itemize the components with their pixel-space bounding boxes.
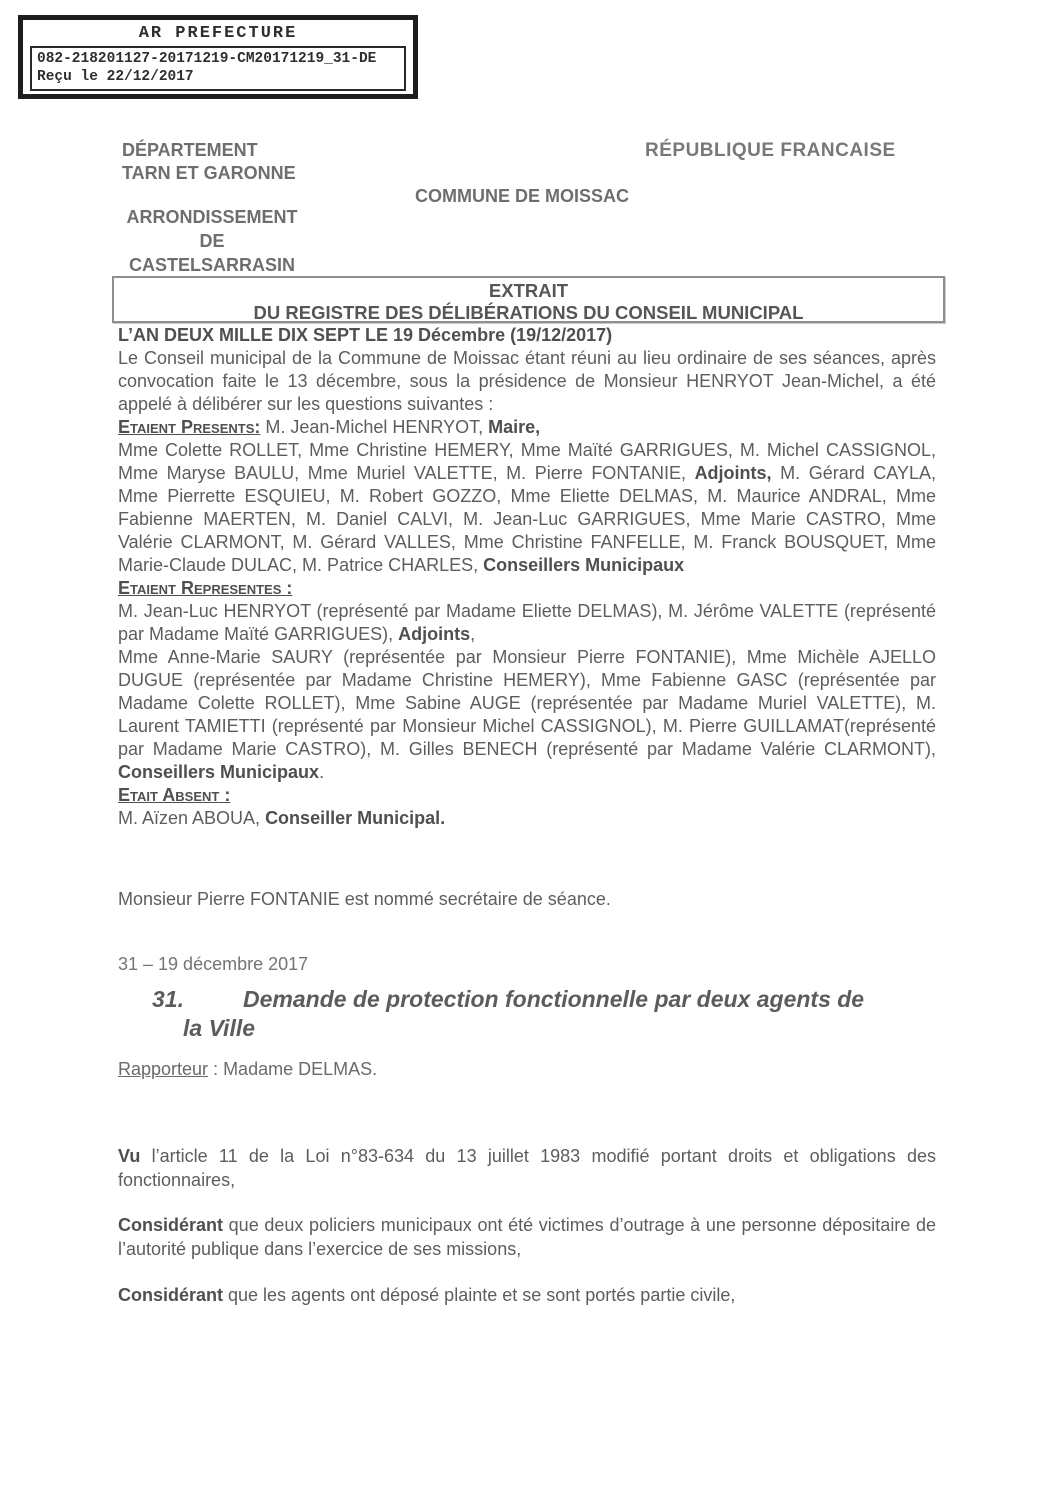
ar-stamp-title: AR PREFECTURE [138,24,298,43]
present-label [118,417,260,437]
absent-line [118,807,936,830]
extrait-box [112,276,945,323]
department-label [122,139,296,185]
considerant-2-text: que les agents ont déposé plainte et se sont portés partie civile, [223,1285,736,1305]
department-line1: DÉPARTEMENT [122,140,258,160]
vu-text: l’article 11 de la Loi n°83-634 du 13 juillet 1983 modifié portant droits et obligations des fonctionnaires, [118,1146,936,1190]
session-intro: Le Conseil municipal de la Commune de Moissac étant réuni au lieu ordinaire de ses séances, après convocation faite le 13 décembre, sous la présidence de Monsieur HENRYOT Jean-Michel, a été appelé à délibérer sur les questions suivantes : [118,348,936,414]
vu-keyword: Vu [118,1146,141,1166]
ar-stamp-reference: 082-218201127-20171219-CM20171219_31-DE [37,51,377,67]
session-date-text: L’AN DEUX MILLE DIX SEPT LE 19 Décembre (19/12/2017) [118,325,613,345]
present-header-line [118,416,936,439]
arrondissement-line2: DE [199,231,225,251]
considerant-1-paragraph [118,1213,936,1261]
absent-header-line [118,784,936,807]
ar-stamp-inner-box [30,46,406,91]
present-names-part1: Mme Colette ROLLET, Mme Christine HEMERY, Mme Maïté GARRIGUES, M. Michel CASSIGNOL, Mme Maryse BAULU, Mme Muriel VALETTE, M. Pierre FONTANIE, [118,440,936,483]
represented-label-colon: : [281,578,293,598]
extrait-title: EXTRAIT [488,280,569,301]
represented-adjoints-end: , [470,624,476,644]
session-body [118,324,936,830]
arrondissement-label [122,205,302,277]
represented-councillors-role: Conseillers Municipaux [118,762,320,782]
represented-adjoints-names: M. Jean-Luc HENRYOT (représenté par Madame Eliette DELMAS), M. Jérôme VALETTE (représenté par Madame Maïté GARRIGUES), [118,601,936,644]
present-label-text: Etaient Presents [118,417,255,437]
arrondissement-line3: CASTELSARRASIN [128,255,295,275]
secretary-line: Monsieur Pierre FONTANIE est nommé secrétaire de séance. [118,889,611,909]
deliberation-number: 31. [152,986,184,1012]
present-label-colon: : [254,417,261,437]
deliberation-title-block [118,985,878,1043]
represented-councillors-names: Mme Anne-Marie SAURY (représentée par Monsieur Pierre FONTANIE), Mme Michèle AJELLO DUGUE (représentée par Madame Christine HEMERY), Mme Fabienne GASC (représentée par Madame Colette ROLLET), Mme Sabine AUGE (représentée par Madame Muriel VALETTE), M. Laurent TAMIETTI (représenté par Monsieur Michel CASSIGNOL), M. Pierre GUILLAMAT(représenté par Madame Marie CASTRO), M. Gilles BENECH (représenté par Madame Valérie CLARMONT), [118,647,936,759]
mayor-name: M. Jean-Michel HENRYOT, [260,417,489,437]
rapporteur-value: : Madame DELMAS. [208,1059,378,1079]
considerant-1-text: que deux policiers municipaux ont été victimes d’outrage à une personne dépositaire de l’autorité publique dans l’exercice de ses missions, [118,1215,936,1259]
adjoints-role: Adjoints, [694,463,772,483]
ar-stamp-received-date: Reçu le 22/12/2017 [37,69,194,85]
represented-councillors-end: . [319,762,325,782]
absent-label [118,785,230,805]
represented-header-line [118,577,936,600]
absent-label-text: Etait Absent [118,785,220,805]
considerant-2-paragraph [118,1283,936,1307]
present-names-paragraph [118,439,936,577]
republic-label: RÉPUBLIQUE FRANCAISE [645,140,896,161]
deliberation-title: Demande de protection fonctionnelle par deux agents de la Ville [183,986,865,1041]
arrondissement-line1: ARRONDISSEMENT [126,207,298,227]
ar-stamp-box [18,15,418,99]
absent-role: Conseiller Municipal. [265,808,446,828]
department-line2: TARN ET GARONNE [122,163,296,183]
represented-label-text: Etaient Representes [118,578,282,598]
extrait-subtitle: DU REGISTRE DES DÉLIBÉRATIONS DU CONSEIL MUNICIPAL [253,302,804,323]
represented-councillors-paragraph [118,646,936,784]
considerant-1-keyword: Considérant [118,1215,224,1235]
vu-paragraph [118,1144,936,1192]
councillors-role: Conseillers Municipaux [483,555,685,575]
represented-label [118,578,292,598]
represented-adjoints-role: Adjoints [398,624,471,644]
rapporteur-label: Rapporteur [118,1059,209,1079]
present-names-part2: M. Gérard CAYLA, Mme Pierrette ESQUIEU, M. Robert GOZZO, Mme Eliette DELMAS, M. Maurice ANDRAL, Mme Fabienne MAERTEN, M. Daniel CALVI, M. Jean-Luc GARRIGUES, Mme Marie CASTRO, Mme Valérie CLARMONT, M. Gérard VALLES, Mme Christine FANFELLE, M. Franck BOUSQUET, Mme Marie-Claude DULAC, M. Patrice CHARLES, [118,463,936,575]
represented-adjoints-paragraph [118,600,936,646]
deliberation-reference: 31 – 19 décembre 2017 [118,954,309,974]
rapporteur-line [118,1059,377,1080]
considerant-2-keyword: Considérant [118,1285,224,1305]
session-date-line [118,324,936,347]
mayor-role: Maire, [488,417,541,437]
absent-name: M. Aïzen ABOUA, [118,808,266,828]
absent-label-colon: : [219,785,231,805]
commune-label: COMMUNE DE MOISSAC [414,186,629,206]
